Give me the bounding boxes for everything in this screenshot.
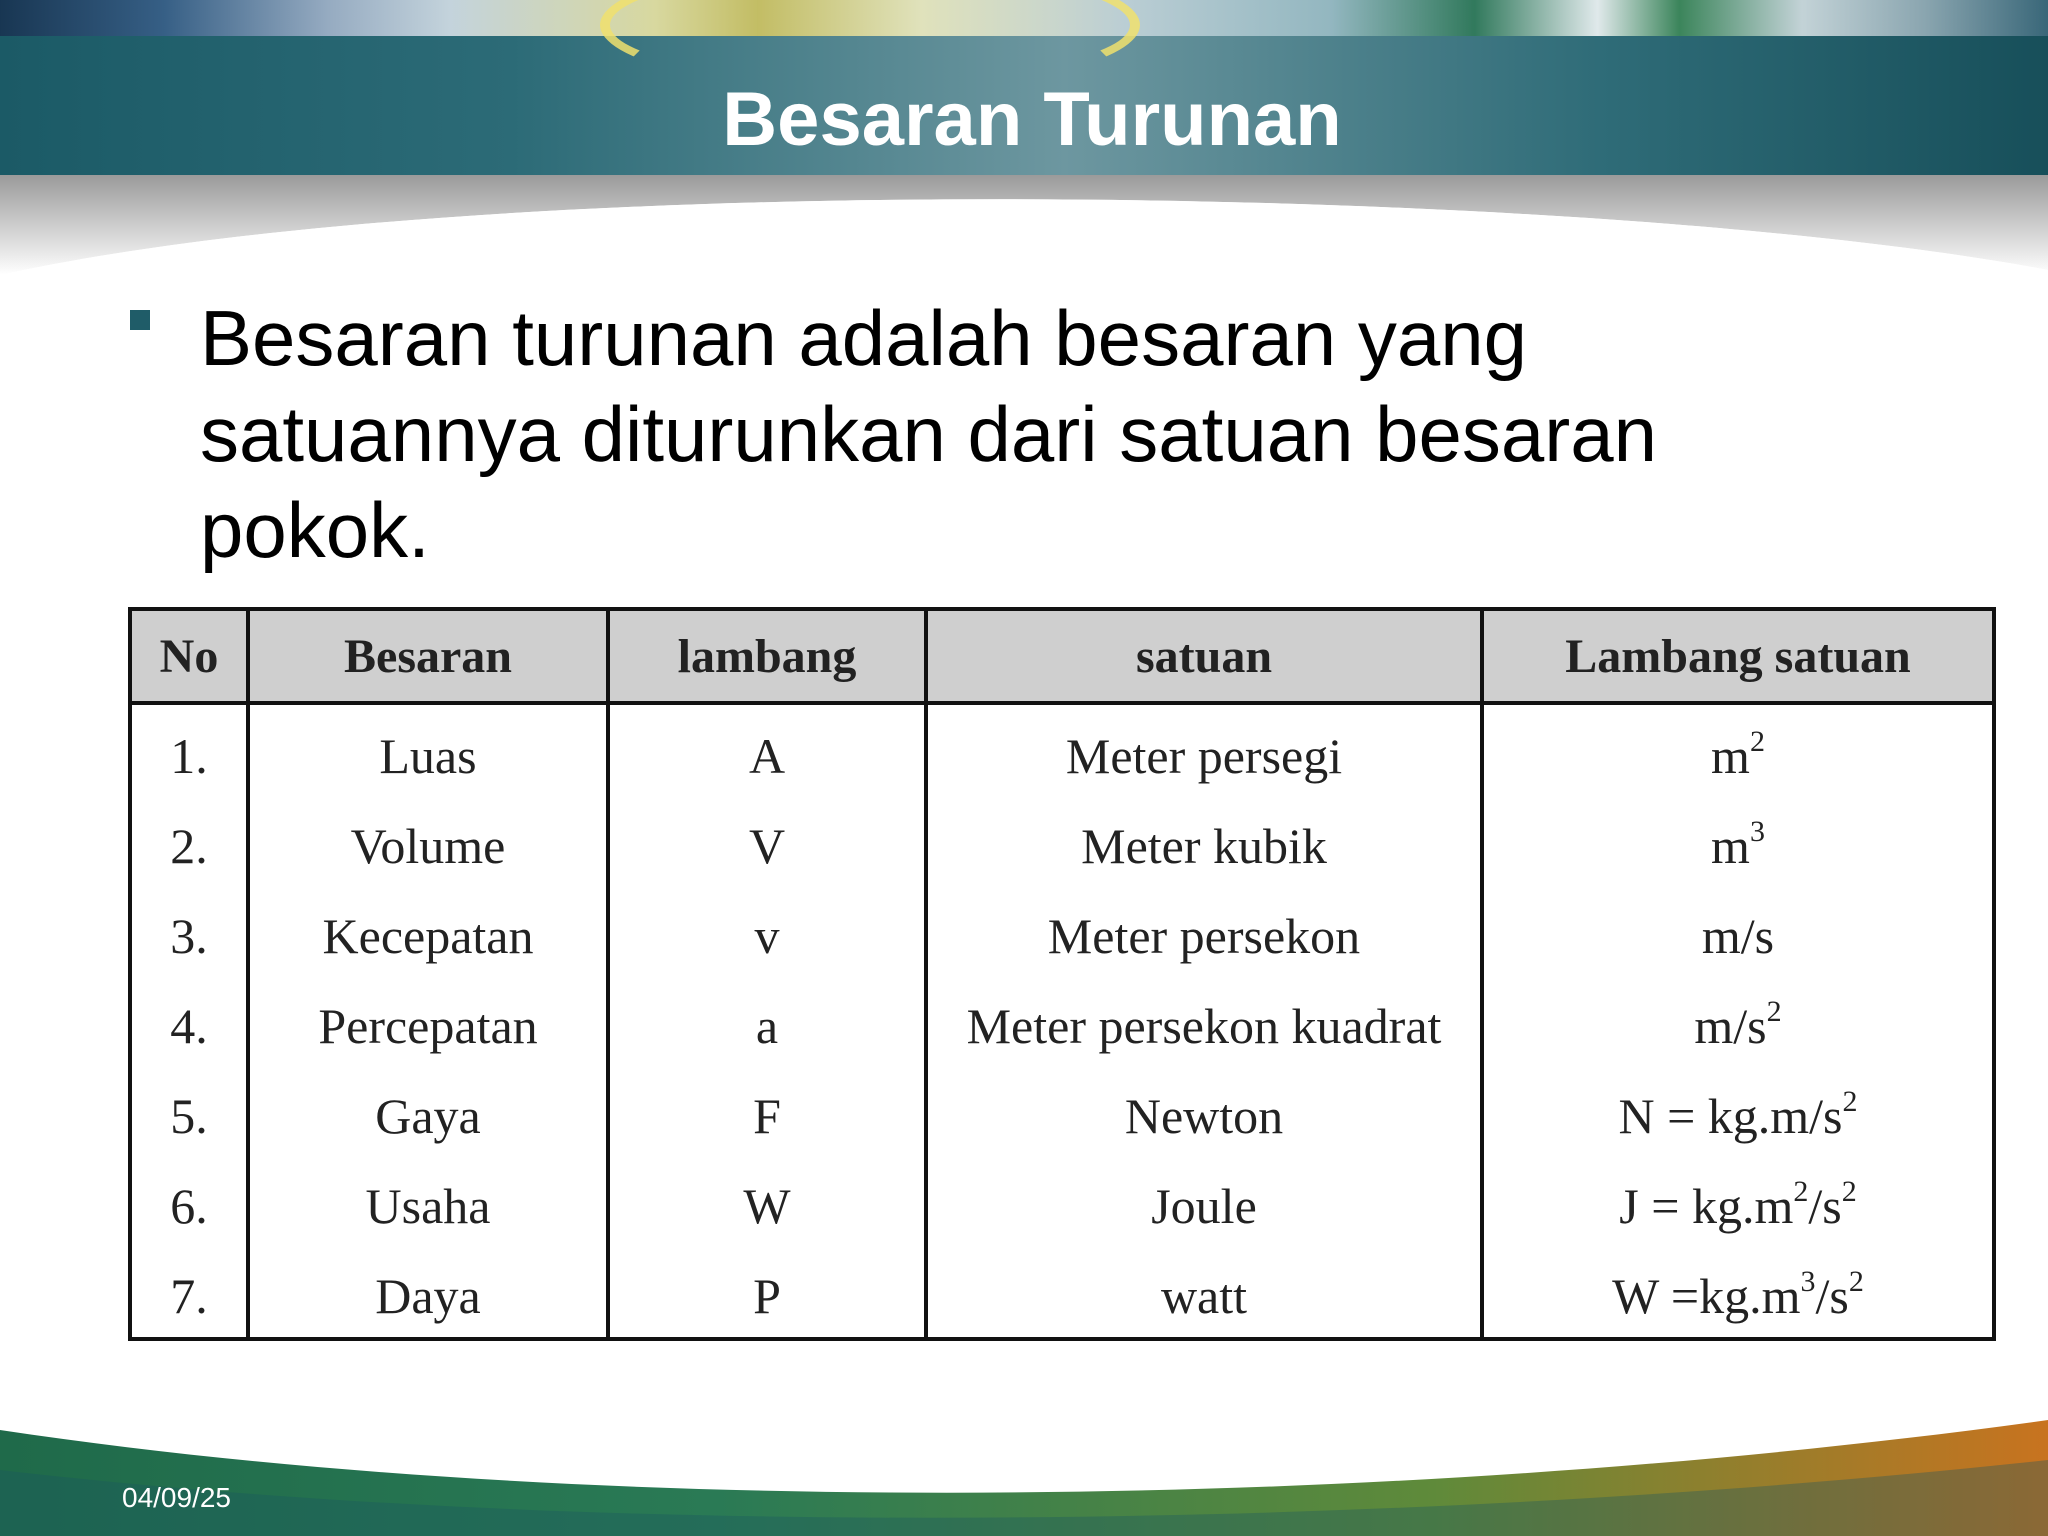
- cell-satuan: Joule: [926, 1161, 1482, 1251]
- header-swoosh: [0, 175, 2048, 285]
- header-satuan: satuan: [926, 611, 1482, 703]
- cell-lambang-satuan: [1482, 1161, 1992, 1251]
- cell-no: 5.: [132, 1071, 248, 1161]
- cell-besaran: Kecepatan: [248, 891, 608, 981]
- header-lambang: lambang: [608, 611, 926, 703]
- cell-lambang: F: [608, 1071, 926, 1161]
- table-row: [132, 703, 1992, 801]
- cell-lambang-satuan: [1482, 703, 1992, 801]
- cell-lambang: W: [608, 1161, 926, 1251]
- cell-besaran: Volume: [248, 801, 608, 891]
- slide-date: 04/09/25: [122, 1482, 231, 1513]
- cell-satuan: Meter kubik: [926, 801, 1482, 891]
- cell-lambang: V: [608, 801, 926, 891]
- cell-no: 7.: [132, 1251, 248, 1341]
- unit-exponent-2: 2: [1841, 1175, 1857, 1208]
- cell-lambang-satuan: [1482, 981, 1992, 1071]
- cell-lambang: v: [608, 891, 926, 981]
- cell-lambang: A: [608, 703, 926, 801]
- cell-satuan: Meter persekon: [926, 891, 1482, 981]
- cell-lambang-satuan: [1482, 1071, 1992, 1161]
- table-body: [132, 703, 1992, 1341]
- unit-exponent: 3: [1800, 1265, 1816, 1298]
- table-header-row: [132, 611, 1992, 703]
- cell-besaran: Luas: [248, 703, 608, 801]
- table-row: [132, 981, 1992, 1071]
- cell-satuan: Meter persekon kuadrat: [926, 981, 1482, 1071]
- cell-besaran: Daya: [248, 1251, 608, 1341]
- cell-besaran: Gaya: [248, 1071, 608, 1161]
- cell-besaran: Percepatan: [248, 981, 608, 1071]
- unit-exponent: 2: [1793, 1175, 1809, 1208]
- header-lambang-satuan: Lambang satuan: [1482, 611, 1992, 703]
- table-row: [132, 1071, 1992, 1161]
- unit-base: m: [1711, 728, 1750, 784]
- unit-base: m: [1711, 818, 1750, 874]
- unit-exponent: 3: [1749, 815, 1765, 848]
- bullet-marker: [130, 310, 150, 330]
- units-table-grid: [132, 611, 1992, 1341]
- cell-no: 1.: [132, 703, 248, 801]
- cell-lambang-satuan: [1482, 891, 1992, 981]
- unit-rest: /s: [1808, 1178, 1842, 1234]
- unit-exponent: 2: [1749, 725, 1765, 758]
- cell-no: 2.: [132, 801, 248, 891]
- unit-base: m/s: [1701, 908, 1775, 964]
- cell-satuan: Meter persegi: [926, 703, 1482, 801]
- cell-besaran: Usaha: [248, 1161, 608, 1251]
- table-row: [132, 1161, 1992, 1251]
- cell-satuan: watt: [926, 1251, 1482, 1341]
- cell-no: 6.: [132, 1161, 248, 1251]
- cell-lambang: a: [608, 981, 926, 1071]
- unit-exponent-2: 2: [1848, 1265, 1864, 1298]
- cell-lambang-satuan: [1482, 1251, 1992, 1341]
- unit-rest: /s: [1815, 1268, 1849, 1324]
- header-no: No: [132, 611, 248, 703]
- unit-exponent: 2: [1766, 995, 1782, 1028]
- unit-base: N = kg.m/s: [1618, 1088, 1843, 1144]
- unit-base: m/s: [1694, 998, 1767, 1054]
- bullet-text: Besaran turunan adalah besaran yang satuannya diturunkan dari satuan besaran pokok.: [200, 294, 1658, 574]
- units-table: [128, 607, 1996, 1341]
- unit-base: J = kg.m: [1619, 1178, 1794, 1234]
- slide-title: Besaran Turunan: [722, 77, 1342, 162]
- cell-no: 4.: [132, 981, 248, 1071]
- unit-base: W =kg.m: [1612, 1268, 1801, 1324]
- footer-band: [0, 1400, 2048, 1536]
- table-row: [132, 1251, 1992, 1341]
- header-besaran: Besaran: [248, 611, 608, 703]
- cell-lambang: P: [608, 1251, 926, 1341]
- table-row: [132, 801, 1992, 891]
- cell-lambang-satuan: [1482, 801, 1992, 891]
- table-row: [132, 891, 1992, 981]
- cell-satuan: Newton: [926, 1071, 1482, 1161]
- header-banner: [0, 0, 2048, 185]
- cell-no: 3.: [132, 891, 248, 981]
- unit-exponent: 2: [1842, 1085, 1858, 1118]
